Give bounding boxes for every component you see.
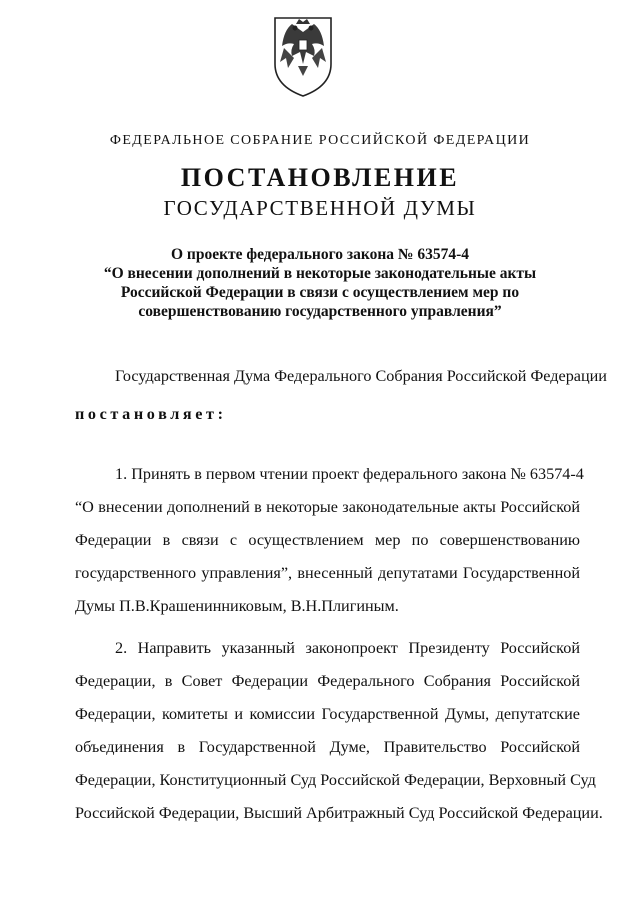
paragraph-line: 2. Направить указанный законопроект Президенту Российской bbox=[115, 639, 580, 657]
subject-line: совершенствованию государственного управления” bbox=[138, 303, 502, 320]
resolution-verb bbox=[75, 398, 580, 431]
paragraph-line: Федерации в связи с осуществлением мер по совершенствованию bbox=[75, 531, 580, 549]
paragraph-line: Российской Федерации, Высший Арбитражный Суд Российской Федерации. bbox=[75, 804, 603, 822]
paragraph-2 bbox=[75, 632, 603, 830]
paragraph-line: Думы П.В.Крашенинниковым, В.Н.Плигиным. bbox=[75, 597, 399, 615]
assembly-name: ФЕДЕРАЛЬНОЕ СОБРАНИЕ РОССИЙСКОЙ ФЕДЕРАЦИИ bbox=[109, 133, 531, 148]
paragraph-line: объединения в Государственной Думе, Правительство Российской bbox=[75, 738, 580, 756]
subject-line: О проекте федерального закона № 63574-4 bbox=[170, 246, 469, 263]
paragraph-line: Федерации, комитеты и комиссии Государственной Думы, депутатские bbox=[75, 705, 580, 723]
preamble bbox=[75, 360, 607, 393]
paragraph-line: “О внесении дополнений в некоторые законодательные акты Российской bbox=[75, 498, 580, 516]
paragraph-1 bbox=[75, 458, 584, 623]
resolution-verb-text: постановляет: bbox=[75, 405, 227, 423]
document-type: ПОСТАНОВЛЕНИЕ bbox=[180, 163, 460, 192]
paragraph-line: 1. Принять в первом чтении проект федерального закона № 63574-4 bbox=[115, 465, 584, 483]
coat-of-arms-icon bbox=[270, 12, 336, 98]
paragraph-line: государственного управления”, внесенный депутатами Государственной bbox=[75, 564, 580, 582]
paragraph-line: Федерации, Конституционный Суд Российской Федерации, Верховный Суд bbox=[75, 771, 596, 789]
subject-line: “О внесении дополнений в некоторые законодательные акты bbox=[103, 265, 537, 282]
paragraph-line: Федерации, в Совет Федерации Федерального Собрания Российской bbox=[75, 672, 580, 690]
preamble-text: Государственная Дума Федерального Собрания Российской Федерации bbox=[115, 367, 607, 385]
document-subject bbox=[0, 245, 640, 321]
subject-line: Российской Федерации в связи с осуществлением мер по bbox=[120, 284, 520, 301]
document-issuer: ГОСУДАРСТВЕННОЙ ДУМЫ bbox=[163, 196, 477, 220]
